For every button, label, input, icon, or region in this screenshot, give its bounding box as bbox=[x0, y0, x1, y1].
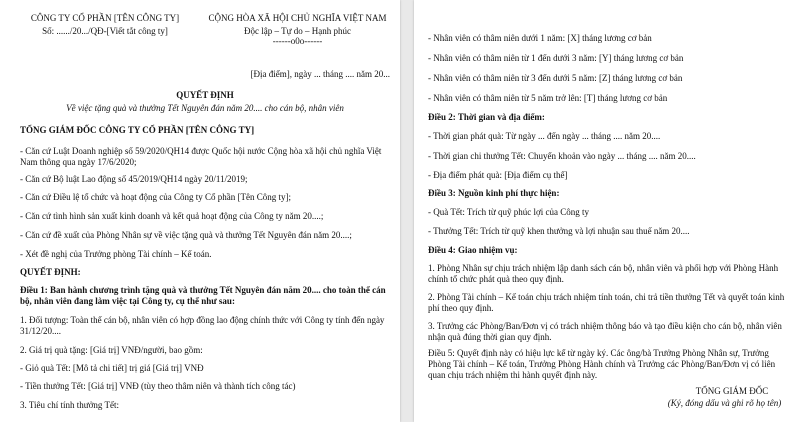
signer-note: (Ký, đóng dấu và ghi rõ họ tên) bbox=[667, 398, 782, 408]
director-line: TỔNG GIÁM ĐỐC CÔNG TY CỔ PHẦN [TÊN CÔNG TY] bbox=[20, 125, 255, 135]
funding-item: - Thưởng Tết: Trích từ quỹ khen thưởng và lợi nhuận sau thuế năm 20.... bbox=[428, 226, 690, 236]
document-subject: Về việc tặng quà và thưởng Tết Nguyên đán năm 20.... cho cán bộ, nhân viên bbox=[66, 103, 344, 113]
seniority-item: - Nhân viên có thâm niên từ 5 năm trở lên: [T] tháng lương cơ bản bbox=[428, 93, 668, 103]
basis-item: - Căn cứ Luật Doanh nghiệp số 59/2020/QH14 được Quốc hội nước Cộng hòa xã hội chủ nghĩa Việt Nam thông qua ngày 17/6/2020; bbox=[20, 146, 382, 167]
seniority-item: - Nhân viên có thâm niên từ 3 đến dưới 5 năm: [Z] tháng lương cơ bản bbox=[428, 73, 683, 83]
article-3: Điều 3: Nguồn kinh phí thực hiện: bbox=[428, 188, 560, 198]
article-1: Điều 1: Ban hành chương trình tặng quà và thưởng Tết Nguyên đán năm 20.... cho toàn thể cán bộ, nhân viên đang làm việc tại Công ty, cụ thể như sau: bbox=[20, 285, 386, 306]
article-4: Điều 4: Giao nhiệm vụ: bbox=[428, 245, 518, 255]
document-title: QUYẾT ĐỊNH bbox=[176, 90, 234, 100]
basis-item: - Căn cứ tình hình sản xuất kinh doanh và kết quả hoạt động của Công ty năm 20....; bbox=[20, 211, 324, 221]
time-item: - Thời gian chi thưởng Tết: Chuyển khoản vào ngày ... tháng .... năm 20.... bbox=[428, 151, 696, 161]
basis-item: - Căn cứ Điều lệ tổ chức và hoạt động của Công ty Cổ phần [Tên Công ty]; bbox=[20, 192, 291, 202]
task-item: 1. Phòng Nhân sự chịu trách nhiệm lập danh sách cán bộ, nhân viên và phối hợp với Phòng Hành chính tổ chức phát quà theo quy định. bbox=[428, 263, 779, 284]
decision-number: Số: ....../20.../QĐ-[Viết tắt công ty] bbox=[42, 26, 168, 36]
task-item: 3. Trưởng các Phòng/Ban/Đơn vị có trách nhiệm thông báo và tạo điều kiện cho cán bộ, nhân viên nhận quà đúng thời gian quy định. bbox=[428, 321, 782, 342]
article-5: Điều 5: Quyết định này có hiệu lực kể từ ngày ký. Các ông/bà Trưởng Phòng Nhân sự, Trưởng Phòng Tài chính – Kế toán, Trưởng Phòng Hành chính và Trưởng các Phòng/Ban/Đơn vị có liên quan chịu trách nhiệm thi hành quyết định này. bbox=[428, 348, 776, 380]
funding-item: - Quà Tết: Trích từ quỹ phúc lợi của Công ty bbox=[428, 207, 589, 217]
basis-item: - Xét đề nghị của Trưởng phòng Tài chính – Kế toán. bbox=[20, 249, 212, 259]
place-date: [Địa điểm], ngày ... tháng .... năm 20... bbox=[250, 69, 390, 79]
motto-divider: ------o0o------ bbox=[272, 36, 323, 46]
seniority-item: - Nhân viên có thâm niên từ 1 đến dưới 3 năm: [Y] tháng lương cơ bản bbox=[428, 53, 684, 63]
motto: Độc lập – Tự do – Hạnh phúc bbox=[244, 26, 351, 36]
seniority-item: - Nhân viên có thâm niên dưới 1 năm: [X] tháng lương cơ bản bbox=[428, 33, 652, 43]
document-page-right bbox=[414, 0, 800, 422]
nation-heading: CỘNG HÒA XÃ HỘI CHỦ NGHĨA VIỆT NAM bbox=[208, 13, 387, 23]
basis-item: - Căn cứ đề xuất của Phòng Nhân sự về việc tặng quà và thưởng Tết Nguyên đán năm 20....; bbox=[20, 230, 352, 240]
company-name: CÔNG TY CỔ PHẦN [TÊN CÔNG TY] bbox=[30, 13, 180, 23]
signer-title: TỔNG GIÁM ĐỐC bbox=[695, 386, 769, 396]
article-1-item: - Tiền thưởng Tết: [Giá trị] VNĐ (tùy theo thâm niên và thành tích công tác) bbox=[20, 381, 296, 391]
time-item: - Thời gian phát quà: Từ ngày ... đến ngày ... tháng .... năm 20.... bbox=[428, 131, 661, 141]
article-1-item: - Giỏ quà Tết: [Mô tả chi tiết] trị giá [Giá trị] VNĐ bbox=[20, 363, 204, 373]
task-item: 2. Phòng Tài chính – Kế toán chịu trách nhiệm tính toán, chi trả tiền thưởng Tết và quyết toán kinh phí theo quy định. bbox=[428, 292, 785, 313]
article-2: Điều 2: Thời gian và địa điểm: bbox=[428, 112, 545, 122]
article-1-item: 3. Tiêu chí tính thưởng Tết: bbox=[20, 400, 119, 410]
time-item: - Địa điểm phát quà: [Địa điểm cụ thể] bbox=[428, 170, 568, 180]
decide-heading: QUYẾT ĐỊNH: bbox=[20, 267, 81, 277]
article-1-item: 2. Giá trị quà tặng: [Giá trị] VNĐ/người, bao gồm: bbox=[20, 345, 203, 355]
basis-item: - Căn cứ Bộ luật Lao động số 45/2019/QH14 ngày 20/11/2019; bbox=[20, 174, 248, 184]
article-1-item: 1. Đối tượng: Toàn thể cán bộ, nhân viên có hợp đồng lao động chính thức với Công ty tính đến ngày 31/12/20.... bbox=[20, 315, 385, 336]
